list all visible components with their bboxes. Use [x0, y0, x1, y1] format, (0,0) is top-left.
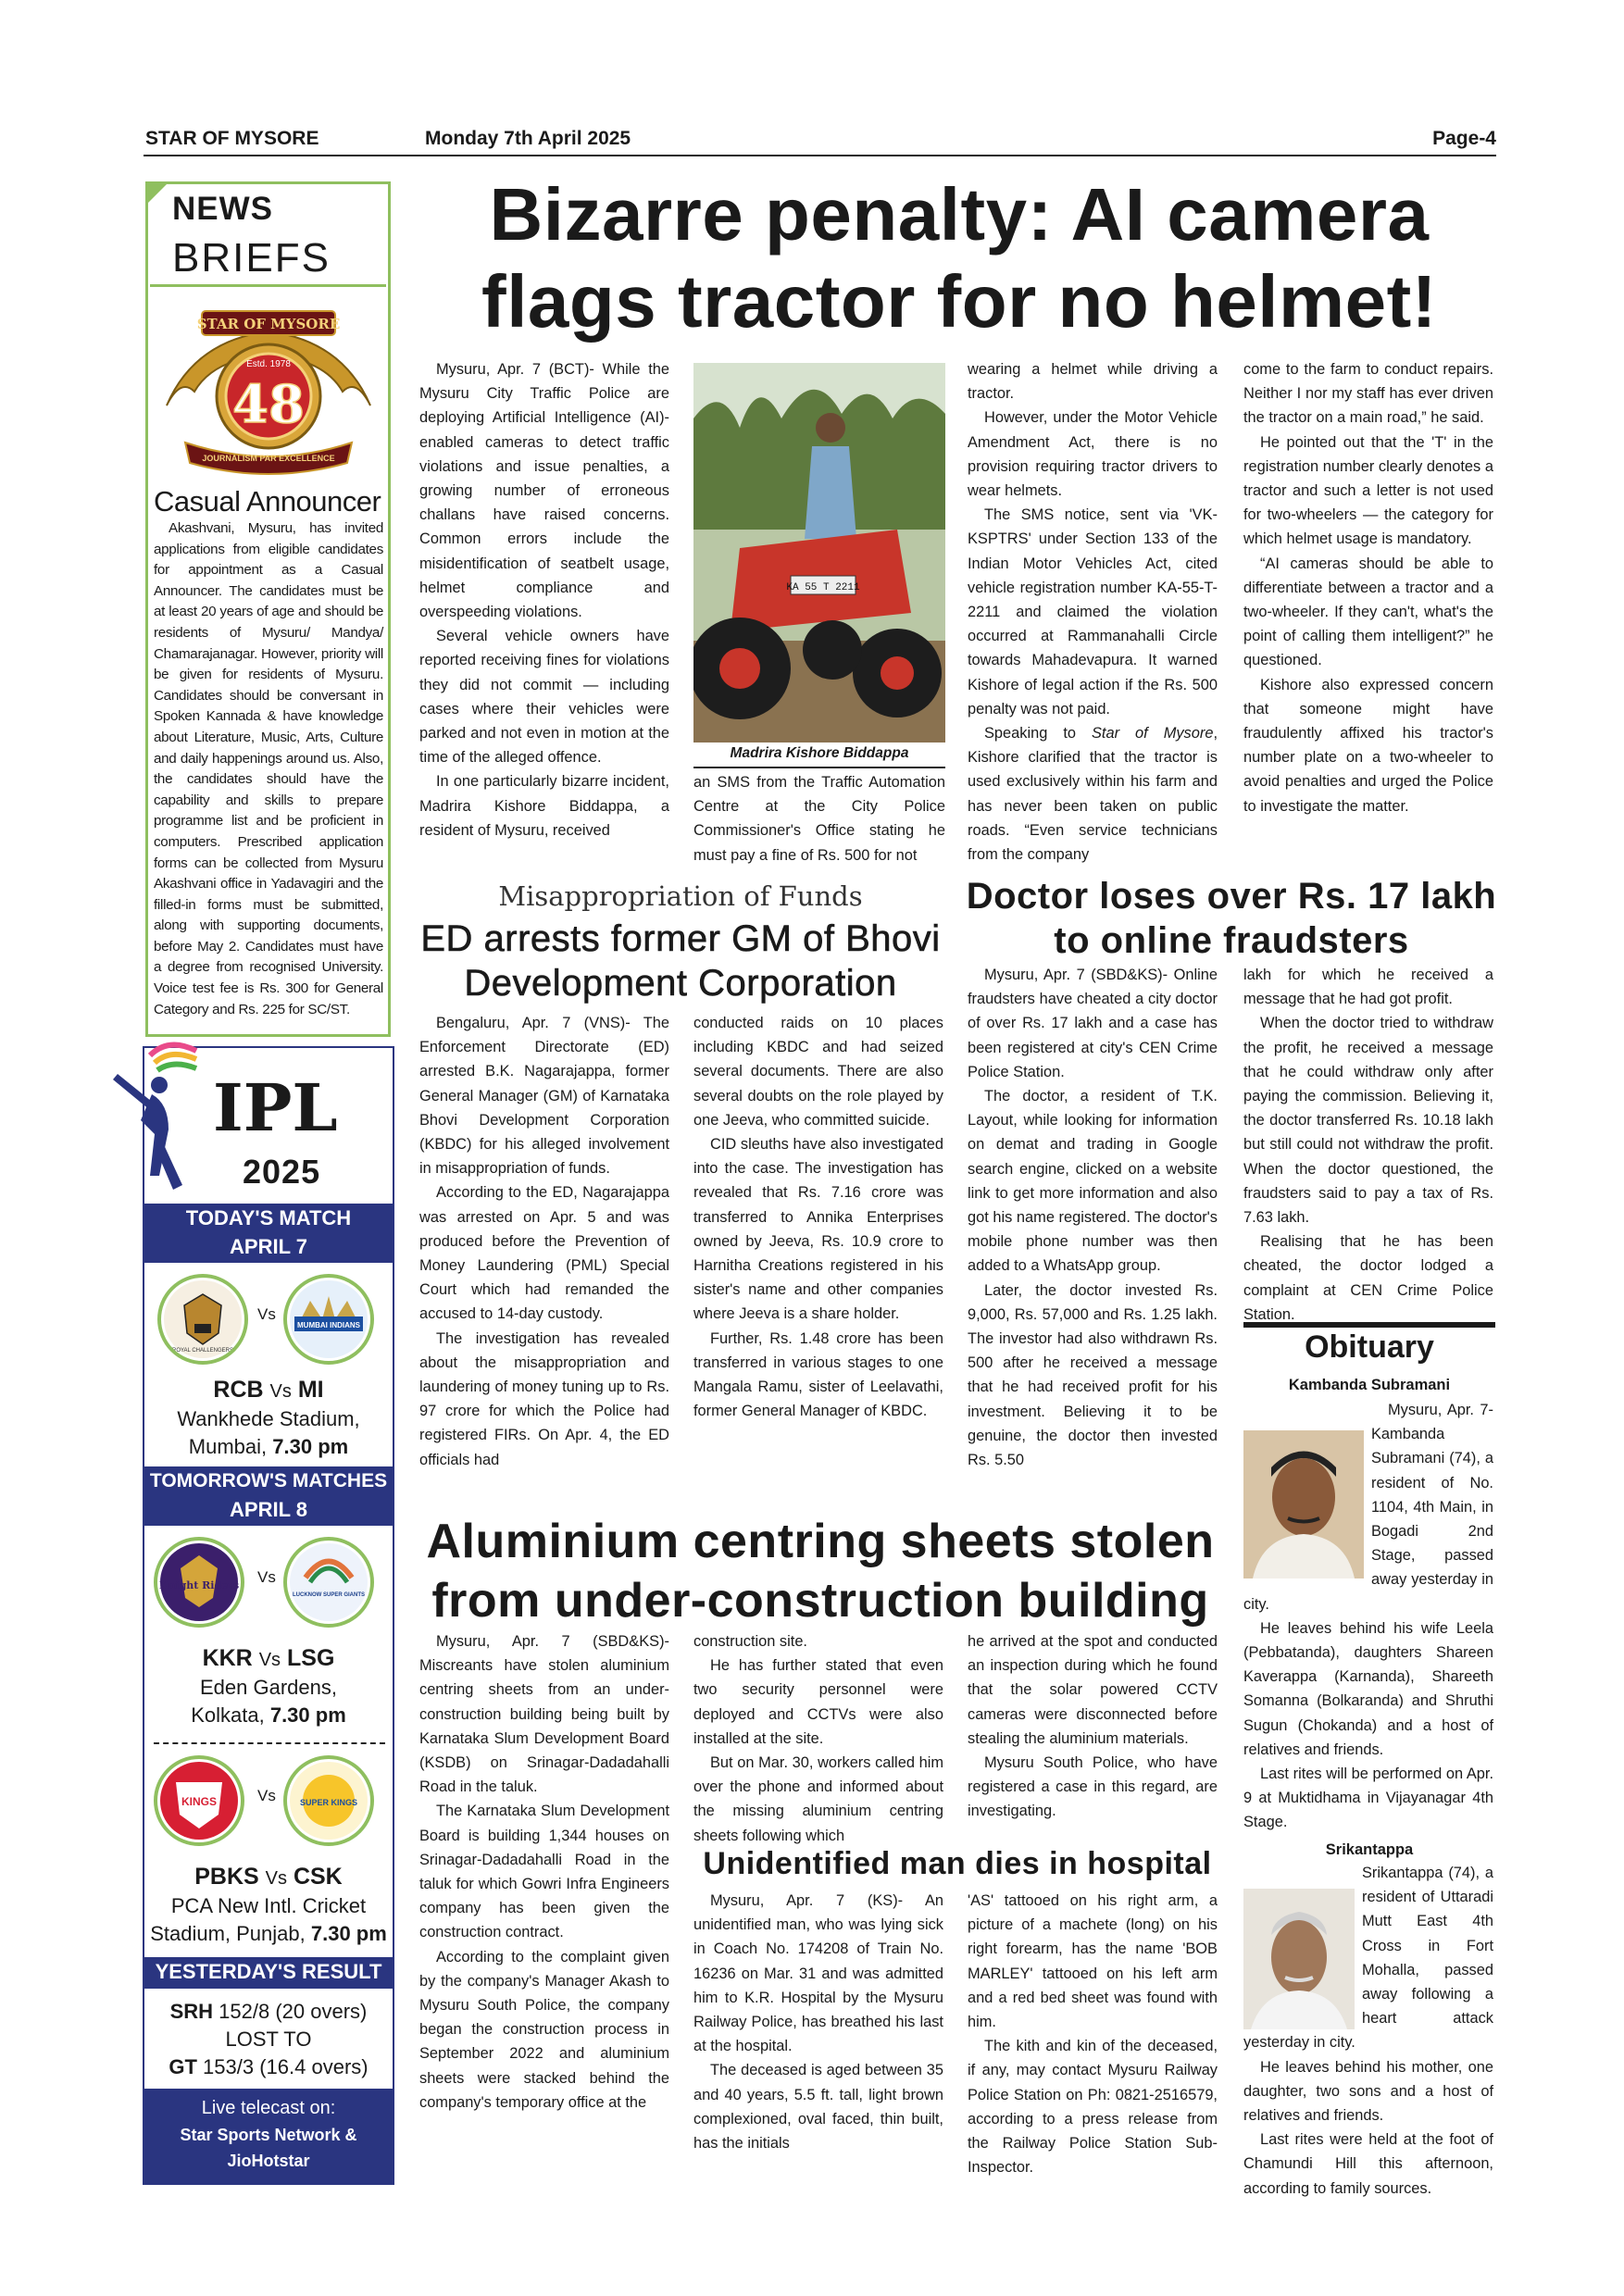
rcb-logo-text: ROYAL CHALLENGERS [171, 1348, 234, 1354]
match1-teams: RCB Vs MI [213, 1377, 324, 1403]
obituary-para: He leaves behind his wife Leela (Pebbatanda), daughters Shareen Kaverappa (Karnanda), Shareeth Somanna (Bolkaranda) and Shruthi Sugun (Chokanda) and a host of relatives and friends. [1243, 1619, 1493, 1758]
logo-number: 48 [232, 374, 305, 435]
tractor-plate-text: KA 55 T 2211 [786, 582, 860, 593]
telecast-channels: Star Sports Network & JioHotstar [180, 2126, 357, 2170]
ed-headline-2: Development Corporation [464, 963, 897, 1004]
masthead-rule [144, 155, 1496, 156]
aluminium-col-2 [693, 1629, 943, 1848]
lead-para: The SMS notice, sent via 'VK-KSPTRS' under Section 133 of the Indian Motor Vehicles Act, cited vehicle registration number KA-55-T-2211 and claimed the violation occurred at Rammanahalli Circle towards Mahadevapura. It warned Kishore of legal action if the Rs. 500 penalty was not paid. [968, 506, 1218, 718]
doctor-headline-2: to online fraudsters [1054, 920, 1409, 961]
lsg-logo [283, 1537, 374, 1628]
yesterday-result-label: YESTERDAY'S RESULT [155, 1960, 382, 1983]
brief-text: Akashvani, Mysuru, has invited applications from eligible candidates for appointment as a Casual Announcer. The candidates must be at least 20 years of age and should be residents of Mysuru/ Mandya/ Chamarajanagar. However, priority will be given for residents of Mysuru. Candidates should be conversant in Spoken Kannada & have knowledge about Literature, Music, Arts, Culture and daily happenings around us. Also, the candidates should have the capability and skills to prepare programme list and be proficient in computers. Prescribed application forms can be collected from Mysuru Akashvani office in Yadavagiri and the filled-in forms must be submitted, along with supporting documents, before May 2. Candidates must have a degree from recognised University. Voice test fee is Rs. 300 for General Category and Rs. 225 for SC/ST. [154, 520, 383, 1017]
lead-col-4 [1243, 357, 1493, 818]
unidentified-para: Mysuru, Apr. 7 (KS)- An unidentified man, who was lying sick in Coach No. 174208 of Train No. 16236 on Mar. 31 and was admitted him to K.R. Hospital by the Mysuru Railway Police, has breathed his last at the hospital. [693, 1892, 943, 2055]
match-divider [154, 1742, 385, 1744]
doctor-para: Later, the doctor invested Rs. 9,000, Rs. 57,000 and Rs. 1.25 lakh. The investor had also withdrawn Rs. 500 after he received a message that he had received profit for his investment. Believing it to be genuine, the doctor then invested Rs. 5.50 [968, 1281, 1218, 1469]
ipl-year: 2025 [243, 1153, 321, 1191]
paper-name: STAR OF MYSORE [145, 128, 319, 149]
lead-para: In one particularly bizarre incident, Madrira Kishore Biddappa, a resident of Mysuru, received [419, 773, 669, 839]
lead-para: Several vehicle owners have reported receiving fines for violations they did not commit — including cases where their vehicles were parked and not even in motion at the time of the alleged offence. [419, 628, 669, 767]
aluminium-para: According to the complaint given by the company's Manager Akash to Mysuru South Police, the company began the construction process in September 2022 and aluminium sheets were stacked behind the company's temporary office at the [419, 1948, 669, 2111]
unidentified-para: The deceased is aged between 35 and 40 years, 5.5 ft. tall, light brown complexioned, oval faced, thin built, has the initials [693, 2062, 943, 2152]
doctor-para: lakh for which he received a message that he had got profit. [1243, 967, 1493, 1008]
obituary-text-2 [1243, 1861, 1493, 2201]
doctor-para: Mysuru, Apr. 7 (SBD&KS)- Online fraudsters have cheated a city doctor of over Rs. 17 lakh and a case has been registered at city's CEN Crime Police Station. [968, 967, 1218, 1080]
match3-venue: PCA New Intl. Cricket [170, 1894, 367, 1917]
lead-para: wearing a helmet while driving a tractor. [968, 361, 1218, 403]
pbks-logo [154, 1755, 244, 1846]
doctor-para: Realising that he has been cheated, the doctor lodged a complaint at CEN Crime Police Station. [1243, 1233, 1493, 1323]
briefs-label: BRIEFS [172, 235, 331, 281]
lead-col-3 [968, 357, 1218, 867]
vs-label-1: Vs [257, 1305, 276, 1323]
lsg-logo-text: LUCKNOW SUPER GIANTS [293, 1592, 365, 1598]
obituary-para: Srikantappa (74), a resident of Uttaradi Mutt East 4th Cross in Fort Mohalla, passed away following a heart attack yesterday in city. [1243, 1865, 1493, 2052]
csk-logo-text: SUPER KINGS [299, 1798, 358, 1807]
result-team-a: SRH 152/8 (20 overs) [169, 2000, 368, 2023]
lead-col-1 [419, 357, 669, 842]
lead-para: Mysuru, Apr. 7 (BCT)- While the Mysuru City Traffic Police are deploying Artificial Intelligence (AI)-enabled cameras to detect traffic violations and issue penalties, a growing number of erroneous challans have raised concerns. Common errors include the misidentification of seatbelt usage, helmet compliance and overspeeding violations. [419, 361, 669, 621]
doctor-col-1 [968, 963, 1218, 1472]
obituary-para: Mysuru, Apr. 7- Kambanda Subramani (74), a resident of No. 1104, 4th Main, in Bogadi 2nd Stage, passed away yesterday in city. [1243, 1402, 1493, 1613]
lead-col-2 [693, 770, 945, 867]
aluminium-col-3 [968, 1629, 1218, 1824]
obituary-para: Last rites will be performed on Apr. 9 at Muktidhama in Vijayanagar 4th Stage. [1243, 1766, 1493, 1831]
aluminium-headline-1: Aluminium centring sheets stolen [426, 1515, 1215, 1568]
aluminium-headline-2: from under-construction building [431, 1574, 1209, 1628]
rcb-logo [157, 1274, 248, 1365]
ipl-batsman-icon [104, 1037, 206, 1204]
aluminium-para: Mysuru, Apr. 7 (SBD&KS)- Miscreants have stolen aluminium centring sheets from an under-construction building being built by Karnataka Slum Development Board (KSDB) on Srinagar-Dadadahalli Road in the taluk. [419, 1633, 669, 1796]
obituary-name-2: Srikantappa [1325, 1841, 1414, 1858]
match1-venue: Wankhede Stadium, [177, 1407, 360, 1430]
page-number: Page-4 [1432, 128, 1496, 149]
tomorrow-match-date: APRIL 8 [230, 1498, 307, 1521]
vs-label-3: Vs [257, 1787, 276, 1804]
lead-para: Speaking to Star of Mysore, Kishore clarified that the tractor is used exclusively within his farm and has never been taken on public roads. “Even service technicians from the company [968, 725, 1218, 864]
match2-venue: Eden Gardens, [200, 1676, 337, 1699]
logo-top-text: STAR OF MYSORE [196, 316, 341, 332]
ed-col-1 [419, 1011, 669, 1472]
aluminium-para: Mysuru South Police, who have registered a case in this regard, are investigating. [968, 1754, 1218, 1820]
lead-para: However, under the Motor Vehicle Amendment Act, there is no provision requiring tractor drivers to wear helmets. [968, 409, 1218, 500]
todays-match-band [143, 1204, 394, 1263]
result-team-b: GT 153/3 (16.4 overs) [169, 2055, 369, 2078]
aluminium-para: The Karnataka Slum Development Board is building 1,344 houses on Srinagar-Dadadahalli Road in the taluk for which Gowri Infra Engineers company has been given the construction contract. [419, 1803, 669, 1941]
lead-headline-2: flags tractor for no helmet! [481, 260, 1437, 343]
match3-venue-city: Stadium, Punjab, 7.30 pm [150, 1922, 387, 1945]
ed-headline-1: ED arrests former GM of Bhovi [420, 918, 941, 959]
telecast-band [143, 2089, 394, 2185]
aluminium-para: construction site. [693, 1633, 807, 1650]
logo-estd-text: Estd. 1978 [246, 359, 291, 369]
caption-rule [693, 767, 945, 768]
todays-match-label: TODAY'S MATCH [185, 1206, 352, 1229]
pbks-logo-text: KINGS [181, 1795, 218, 1808]
news-label: NEWS [172, 191, 273, 227]
lead-para: He pointed out that the 'T' in the registration number clearly denotes a tractor and such a letter is not used for two-wheelers — the category for which helmet usage is mandatory. [1243, 433, 1493, 548]
mi-logo [283, 1274, 374, 1365]
doctor-col-2 [1243, 963, 1493, 1327]
yesterday-result-band [143, 1957, 394, 1989]
match3-teams: PBKS Vs CSK [194, 1864, 343, 1890]
unidentified-para: 'AS' tattooed on his right arm, a picture of a machete (long) on his right forearm, has the name 'BOB MARLEY' tattooed on his left arm and a red bed sheet was found with him. [968, 1892, 1218, 2031]
ed-para: Further, Rs. 1.48 crore has been transferred in various stages to one Mangala Ramu, sister of Leelavathi, former General Manager of KBDC. [693, 1329, 943, 1420]
ed-para: The investigation has revealed about the misappropriation and laundering of money tuning up to Rs. 97 crore for which the Police had registered FIRs. On Apr. 4, the ED officials had [419, 1329, 669, 1468]
logo-ribbon-text: JOURNALISM PAR EXCELLENCE [202, 454, 335, 463]
brief-title: Casual Announcer [154, 485, 381, 518]
aluminium-para: he arrived at the spot and conducted an inspection during which he found that the solar powered CCTV cameras were disconnected before stealing the aluminium materials. [968, 1633, 1218, 1747]
todays-match-date: APRIL 7 [230, 1235, 307, 1258]
lead-para: Kishore also expressed concern that someone might have fraudulently affixed his tractor's number plate on a two-wheeler to avoid penalties and urged the Police to investigate the matter. [1243, 676, 1493, 815]
match2-venue-city: Kolkata, 7.30 pm [191, 1703, 346, 1727]
doctor-para: The doctor, a resident of T.K. Layout, while looking for information on demat and trading in Google search engine, clicked on a website link to get more information and also got his name registered. The doctor's mobile phone number was then added to a WhatsApp group. [968, 1088, 1218, 1275]
obituary-text-1 [1243, 1398, 1493, 1835]
mi-logo-text: MUMBAI INDIANS [297, 1321, 360, 1329]
lead-headline-1: Bizarre penalty: AI camera [489, 173, 1430, 256]
unidentified-col-1 [693, 1889, 943, 2155]
tomorrow-match-label: TOMORROW'S MATCHES [149, 1470, 388, 1491]
csk-logo [283, 1755, 374, 1846]
lead-para: “AI cameras should be able to differentiate between a tractor and a two-wheeler. If they can't, what's the point of calling them intelligent?” he questioned. [1243, 555, 1493, 669]
tomorrow-match-band [143, 1466, 394, 1526]
telecast-label: Live telecast on: [201, 2098, 336, 2118]
match1-venue-city: Mumbai, 7.30 pm [188, 1435, 349, 1458]
aluminium-para: He has further stated that even two security personnel were deployed and CCTVs were also installed at the site. [693, 1657, 943, 1747]
vs-label-2: Vs [257, 1568, 276, 1586]
match2-teams: KKR Vs LSG [202, 1645, 335, 1671]
anniversary-logo [157, 304, 380, 480]
doctor-headline-1: Doctor loses over Rs. 17 lakh [966, 876, 1497, 917]
ipl-title: IPL [213, 1069, 338, 1146]
kkr-logo [154, 1537, 244, 1628]
ed-para: conducted raids on 10 places including KBDC and had seized several documents. There are also several doubts on the role played by one Jeeva, who committed suicide. [693, 1015, 943, 1129]
unidentified-col-2 [968, 1889, 1218, 2179]
result-lost-to: LOST TO [225, 2028, 312, 2051]
unidentified-headline: Unidentified man dies in hospital [703, 1846, 1212, 1881]
ed-col-2 [693, 1011, 943, 1423]
corner-flag-icon [145, 181, 173, 209]
issue-date: Monday 7th April 2025 [425, 128, 631, 149]
aluminium-para: But on Mar. 30, workers called him over the phone and informed about the missing aluminium centring sheets following which [693, 1754, 943, 1844]
obituary-para: Last rites were held at the foot of Chamundi Hill this afternoon, according to family sources. [1243, 2131, 1493, 2197]
ed-kicker: Misappropriation of Funds [498, 880, 863, 912]
aluminium-col-1 [419, 1629, 669, 2115]
tractor-photo [693, 363, 945, 742]
doctor-para: When the doctor tried to withdraw the profit, he received a message that he could withdraw only after paying the commission. Believing it, the doctor transferred Rs. 10.18 lakh but still could not withdraw the profit. When the doctor questioned, the fraudsters said to pay a tax of Rs. 7.63 lakh. [1243, 1015, 1493, 1227]
ed-para: According to the ED, Nagarajappa was arrested on Apr. 5 and was produced before the Prevention of Money Laundering (PML) Special Court which had remanded the accused to 14-day custody. [419, 1184, 669, 1323]
obituary-title: Obituary [1305, 1329, 1434, 1365]
kkr-logo-text: Knight Riders [158, 1579, 240, 1591]
lead-para: an SMS from the Traffic Automation Centre at the City Police Commissioner's Office stating he must pay a fine of Rs. 500 for not [693, 774, 945, 864]
ed-para: CID sleuths have also investigated into the case. The investigation has revealed that Rs. 7.16 crore was transferred to Annika Enterprises owned by Jeeva, Rs. 10.9 crore to Harnitha Creations registered in his sister's name and other companies where Jeeva is a share holder. [693, 1136, 943, 1323]
obituary-para: He leaves behind his mother, one daughter, two sons and a host of relatives and friends. [1243, 2058, 1493, 2125]
obituary-name-1: Kambanda Subramani [1288, 1377, 1451, 1393]
photo-caption: Madrira Kishore Biddappa [730, 745, 909, 761]
ed-para: Bengaluru, Apr. 7 (VNS)- The Enforcement Directorate (ED) arrested B.K. Nagarajappa, former General Manager (GM) of Karnataka Bhovi Development Corporation (KBDC) for his alleged involvement in misappropriation of funds. [419, 1015, 669, 1178]
unidentified-para: The kith and kin of the deceased, if any, may contact Mysuru Railway Police Station on Ph: 0821-2516579, according to a press release from the Railway Police Station Sub-Inspector. [968, 2038, 1218, 2177]
lead-para: come to the farm to conduct repairs. Neither I nor my staff has ever driven the tractor on a main road,” he said. [1243, 361, 1493, 427]
